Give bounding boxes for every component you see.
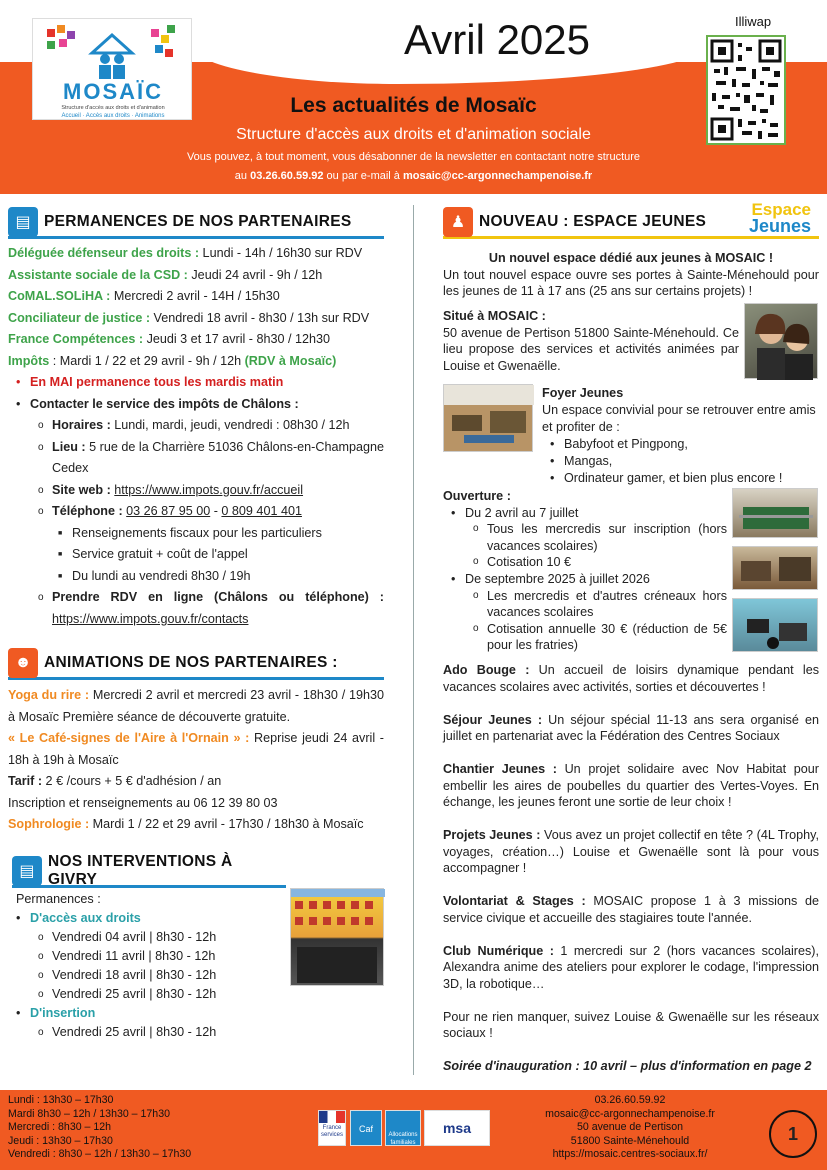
people-icon: ♟ xyxy=(443,207,473,237)
tel-info: Service gratuit + coût de l'appel xyxy=(72,547,248,561)
jeunes-title: NOUVEAU : ESPACE JEUNES xyxy=(479,212,707,230)
permanence-text: Mercredi 2 avril - 14H / 15h30 xyxy=(110,289,280,303)
allocations-logo xyxy=(385,1110,421,1146)
list-item xyxy=(8,437,384,480)
acces-label: D'accès aux droits xyxy=(30,911,141,925)
list-item xyxy=(8,947,288,966)
permanence-label: CoMAL.SOLiHA : xyxy=(8,289,111,303)
column-divider xyxy=(413,205,414,1075)
logo-word: MOSAÏC xyxy=(63,79,163,104)
unsubscribe-mid: ou par e-mail à xyxy=(326,170,400,182)
sejour-paragraph xyxy=(443,712,819,745)
situe-label: Situé à MOSAIC : xyxy=(443,309,546,323)
footer-email[interactable]: mosaic@cc-argonnechampenoise.fr xyxy=(545,1107,715,1120)
givry-title: NOS INTERVENTIONS À GIVRY xyxy=(47,852,233,888)
foyer-photo xyxy=(443,384,533,452)
partner-name: Allocations familiales xyxy=(388,1132,418,1146)
sophro-label: Sophrologie : xyxy=(8,817,90,831)
club-numerique-paragraph xyxy=(443,943,819,993)
list-item xyxy=(8,523,384,545)
permanence-label: Conciliateur de justice : xyxy=(8,310,151,325)
building-image xyxy=(291,889,385,987)
list-item xyxy=(8,966,288,985)
jeunes-paragraphs xyxy=(443,662,819,1075)
cafe-text: Reprise jeudi 24 avril - 18h à 19h à Mosaïc xyxy=(8,731,384,767)
opening-hours xyxy=(8,1094,191,1162)
cafe-item xyxy=(8,728,384,771)
tarif-label: Tarif : xyxy=(8,774,43,788)
paragraph-text: Un projet solidaire avec Nov Habitat pour embellir les aires de poubelles du quartier des Vertes-Voyes. En échange, les jeunes feront une sortie de leur choix ! xyxy=(443,762,819,809)
room-image xyxy=(733,547,819,591)
animations-header xyxy=(8,648,384,680)
givry-date: Vendredi 04 avril | 8h30 - 12h xyxy=(52,930,217,944)
espace-jeunes-logo xyxy=(749,201,811,235)
chantier-paragraph xyxy=(443,761,819,811)
tel-link-1[interactable]: 03 26 87 95 00 xyxy=(126,504,211,518)
impots-list xyxy=(8,372,384,630)
hours-line: Vendredi : 8h30 – 12h / 13h30 – 17h30 xyxy=(8,1148,192,1161)
tel-separator: - xyxy=(210,504,222,518)
tel-info: Renseignements fiscaux pour les particuliers xyxy=(72,525,322,540)
yoga-label: Yoga du rire : xyxy=(8,688,90,702)
paragraph-label: Volontariat & Stages : xyxy=(443,894,586,908)
page-number: 1 xyxy=(769,1110,817,1158)
list-item xyxy=(443,588,727,621)
period-item: Cotisation 10 € xyxy=(487,555,572,570)
permanence-text: Lundi - 14h / 16h30 sur RDV xyxy=(199,246,363,260)
hours-line: Mardi 8h30 – 12h / 13h30 – 17h30 xyxy=(8,1107,170,1120)
newsletter-title: Les actualités de Mosaïc xyxy=(290,94,537,117)
animations-title: ANIMATIONS DE NOS PARTENAIRES : xyxy=(44,653,338,671)
permanence-text: Jeudi 3 et 17 avril - 8h30 / 12h30 xyxy=(143,332,331,346)
foyer-list xyxy=(542,436,819,487)
permanence-text: : Mardi 1 / 22 et 29 avril - 9h / 12h xyxy=(49,353,245,368)
horaires-label: Horaires : xyxy=(52,418,111,432)
tel-info: Du lundi au vendredi 8h30 / 19h xyxy=(72,568,251,583)
logo-espace: Espace xyxy=(751,200,811,219)
givry-date: Vendredi 25 avril | 8h30 - 12h xyxy=(52,1025,217,1039)
ouverture-block xyxy=(443,488,727,654)
partner-name: Caf xyxy=(358,1124,373,1134)
list-item xyxy=(8,587,384,630)
list-item xyxy=(443,505,727,522)
list-item xyxy=(8,985,288,1004)
list-item xyxy=(8,394,384,416)
lieu-label: Lieu : xyxy=(52,439,86,454)
permanence-row xyxy=(8,308,384,330)
hours-line: Jeudi : 13h30 – 17h30 xyxy=(8,1134,113,1147)
header-phone[interactable]: 03.26.60.59.92 xyxy=(250,170,324,182)
footer-contact xyxy=(530,1094,730,1162)
france-services-logo xyxy=(318,1110,346,1146)
list-item xyxy=(8,1004,288,1023)
header-email[interactable]: mosaic@cc-argonnechampenoise.fr xyxy=(402,170,593,182)
givry-intro: Permanences : xyxy=(16,892,101,906)
msa-logo xyxy=(424,1110,490,1146)
list-item xyxy=(8,909,288,928)
list-item xyxy=(8,928,288,947)
jeunes-intro-text: Un tout nouvel espace ouvre ses portes à Sainte-Ménehould pour les jeunes de 11 à 17 ans (25 ans sur certains projets) ! xyxy=(443,267,819,298)
permanences-title: PERMANENCES DE NOS PARTENAIRES xyxy=(44,212,352,230)
babyfoot-image xyxy=(733,489,819,539)
ouverture-list xyxy=(443,505,727,654)
gaming-image xyxy=(733,599,819,653)
rdv-label: Prendre RDV en ligne (Châlons ou téléphone) : xyxy=(52,590,384,604)
newsletter-subtitle: Structure d'accès aux droits et d'animation sociale xyxy=(236,126,591,143)
permanences-header xyxy=(8,207,384,239)
permanence-row xyxy=(8,286,384,308)
cafe-label: « Le Café-signes de l'Aire à l'Ornain » : xyxy=(8,731,250,745)
givry-date: Vendredi 18 avril | 8h30 - 12h xyxy=(52,968,217,982)
animations-body xyxy=(8,685,384,836)
clipboard-icon: ▤ xyxy=(12,856,42,886)
list-item xyxy=(8,480,384,502)
paragraph-label: Ado Bouge : xyxy=(443,663,530,677)
projets-paragraph xyxy=(443,827,819,877)
footer-phone[interactable]: 03.26.60.59.92 xyxy=(594,1094,666,1106)
room-photo xyxy=(732,546,818,590)
ado-bouge-paragraph xyxy=(443,662,819,695)
list-item xyxy=(542,470,819,487)
hours-line: Mercredi : 8h30 – 12h xyxy=(8,1121,112,1134)
givry-date: Vendredi 11 avril | 8h30 - 12h xyxy=(52,949,216,963)
qr-label: Illiwap xyxy=(735,14,772,29)
paragraph-label: Séjour Jeunes : xyxy=(443,712,543,727)
permanence-row xyxy=(8,351,384,373)
may-notice: En MAI permanence tous les mardis matin xyxy=(30,375,284,389)
foyer-item: Ordinateur gamer, et bien plus encore ! xyxy=(564,471,783,485)
footer-city: 51800 Sainte-Ménehould xyxy=(570,1134,690,1147)
flag-icon xyxy=(319,1111,345,1123)
period-2: De septembre 2025 à juillet 2026 xyxy=(465,571,650,586)
list-item xyxy=(443,521,727,554)
jeunes-header xyxy=(443,200,819,239)
lieu-text: 5 rue de la Charrière 51036 Châlons-en-Champagne Cedex xyxy=(52,439,384,475)
issue-month: Avril 2025 xyxy=(404,16,591,63)
list-item xyxy=(443,554,727,571)
list-item xyxy=(8,415,384,437)
unsubscribe-notice: Vous pouvez, à tout moment, vous désabonner de la newsletter en contactant notre structure xyxy=(186,151,641,163)
list-item xyxy=(443,571,727,588)
volontariat-paragraph xyxy=(443,893,819,926)
permanence-extra: (RDV à Mosaïc) xyxy=(244,353,337,368)
list-item xyxy=(542,436,819,453)
partner-name: msa xyxy=(442,1120,472,1136)
babyfoot-photo xyxy=(732,488,818,538)
period-item: Cotisation annuelle 30 € (réduction de 5€ pour les fratries) xyxy=(487,621,727,653)
situe-text: 50 avenue de Pertison 51800 Sainte-Ménehould. Ce lieu propose des services et activités animées par Louise et Gwenaëlle. xyxy=(443,325,739,373)
paragraph-text: Vous avez un projet collectif en tête ? (4L Trophy, voyages, création…) Louise et Gwenaëlle sont là pour vous accompagner ! xyxy=(443,828,819,875)
yoga-item xyxy=(8,685,384,728)
jeunes-intro xyxy=(443,250,819,300)
insertion-label: D'insertion xyxy=(30,1006,96,1020)
unsubscribe-prefix: au xyxy=(234,170,248,182)
permanence-text: Jeudi 24 avril - 9h / 12h xyxy=(187,267,323,282)
situe-block xyxy=(443,308,739,374)
clipboard-icon: ▤ xyxy=(8,207,38,237)
contact-title: Contacter le service des impôts de Châlons : xyxy=(30,396,299,411)
list-item xyxy=(443,621,727,654)
period-item: Les mercredis et d'autres créneaux hors vacances scolaires xyxy=(487,588,727,620)
foyer-item: Mangas, xyxy=(564,454,613,468)
hours-line: Lundi : 13h30 – 17h30 xyxy=(8,1094,114,1106)
animators-image xyxy=(745,304,819,380)
caf-logo xyxy=(350,1110,382,1146)
rdv-link[interactable]: https://www.impots.gouv.fr/contacts xyxy=(52,611,249,626)
permanence-label: France Compétences : xyxy=(8,332,144,346)
foyer-label: Foyer Jeunes xyxy=(542,386,624,400)
tel-link-2[interactable]: 0 809 401 401 xyxy=(221,504,302,518)
logo-tagline-colored: Accueil · Accès aux droits · Animations xyxy=(61,113,165,119)
gaming-photo xyxy=(732,598,818,652)
ouverture-label: Ouverture : xyxy=(443,489,511,503)
foyer-text: Un espace convivial pour se retrouver entre amis et profiter de : xyxy=(542,403,816,434)
foyer-block xyxy=(542,385,819,487)
paragraph-label: Club Numérique : xyxy=(443,943,554,958)
paragraph-text: 1 mercredi sur 2 (hors vacances scolaires), Alexandra anime des ateliers pour explorer le codage, l'impression 3D, la robotique… xyxy=(443,943,819,991)
partner-name: France services xyxy=(320,1125,343,1138)
list-item xyxy=(8,1023,288,1042)
yoga-text: Mercredi 2 avril et mercredi 23 avril - 18h30 / 19h30 à Mosaïc Première séance de découverte gratuite. xyxy=(8,688,384,724)
tarif-item xyxy=(8,771,384,793)
period-1: Du 2 avril au 7 juillet xyxy=(465,505,579,520)
period-item: Tous les mercredis sur inscription (hors vacances scolaires) xyxy=(487,522,727,553)
tarif-text: 2 € /cours + 5 € d'adhésion / an xyxy=(42,774,222,788)
list-item xyxy=(8,372,384,394)
permanence-row xyxy=(8,243,384,265)
site-label: Site web : xyxy=(52,482,111,497)
paragraph-label: Projets Jeunes : xyxy=(443,828,541,842)
givry-building-photo xyxy=(290,888,384,986)
givry-body xyxy=(8,890,288,1042)
paragraph-label: Chantier Jeunes : xyxy=(443,762,557,776)
permanence-text: Vendredi 18 avril - 8h30 / 13h sur RDV xyxy=(150,310,370,325)
people-icon: ☻ xyxy=(8,648,38,678)
paragraph-text: Un séjour spécial 11-13 ans sera organisé en juillet en partenariat avec la Fédération des Centres Sociaux xyxy=(443,712,819,743)
inauguration-notice: Soirée d'inauguration : 10 avril – plus d'information en page 2 xyxy=(443,1059,812,1073)
list-item xyxy=(8,501,384,523)
list-item xyxy=(8,544,384,566)
logo-tagline: Structure d'accès aux droits et d'animation xyxy=(61,105,165,111)
givry-list xyxy=(8,909,288,1042)
permanence-label: Impôts xyxy=(8,353,50,368)
foyer-image xyxy=(444,385,534,453)
unsubscribe-contact xyxy=(0,170,827,182)
jeunes-headline: Un nouvel espace dédié aux jeunes à MOSAIC ! xyxy=(488,251,774,265)
follow-text: Pour ne rien manquer, suivez Louise & Gwenaëlle sur les réseaux sociaux ! xyxy=(443,1009,819,1040)
tel-label: Téléphone : xyxy=(52,504,123,518)
permanence-label: Déléguée défenseur des droits : xyxy=(8,246,200,260)
permanence-row xyxy=(8,265,384,287)
permanence-row xyxy=(8,329,384,351)
animators-photo xyxy=(744,303,818,379)
logo-mosaic-icon xyxy=(47,25,177,79)
inscription-text: Inscription et renseignements au 06 12 39 80 03 xyxy=(8,795,278,810)
permanences-body xyxy=(8,243,384,630)
foyer-item: Babyfoot et Pingpong, xyxy=(564,437,688,451)
logo-jeunes: Jeunes xyxy=(748,216,811,236)
footer-website[interactable]: https://mosaic.centres-sociaux.fr/ xyxy=(552,1148,708,1161)
sophro-text: Mardi 1 / 22 et 29 avril - 17h30 / 18h30 à Mosaïc xyxy=(89,817,364,831)
givry-header xyxy=(12,852,286,888)
paragraph-text: MOSAIC propose 1 à 3 missions de service civique et accueille des stagiaires toute l'année. xyxy=(443,894,819,925)
list-item xyxy=(542,453,819,470)
paragraph-text: Un accueil de loisirs dynamique pendant les vacances scolaires avec activités, sorties et découvertes ! xyxy=(443,663,819,694)
horaires-text: Lundi, mardi, jeudi, vendredi : 08h30 / 12h xyxy=(110,418,350,432)
sophro-item xyxy=(8,814,384,836)
permanence-label: Assistante sociale de la CSD : xyxy=(8,267,188,282)
list-item xyxy=(8,566,384,588)
givry-date: Vendredi 25 avril | 8h30 - 12h xyxy=(52,987,217,1001)
site-link[interactable]: https://www.impots.gouv.fr/accueil xyxy=(114,482,304,497)
footer-address: 50 avenue de Pertison xyxy=(576,1121,683,1134)
